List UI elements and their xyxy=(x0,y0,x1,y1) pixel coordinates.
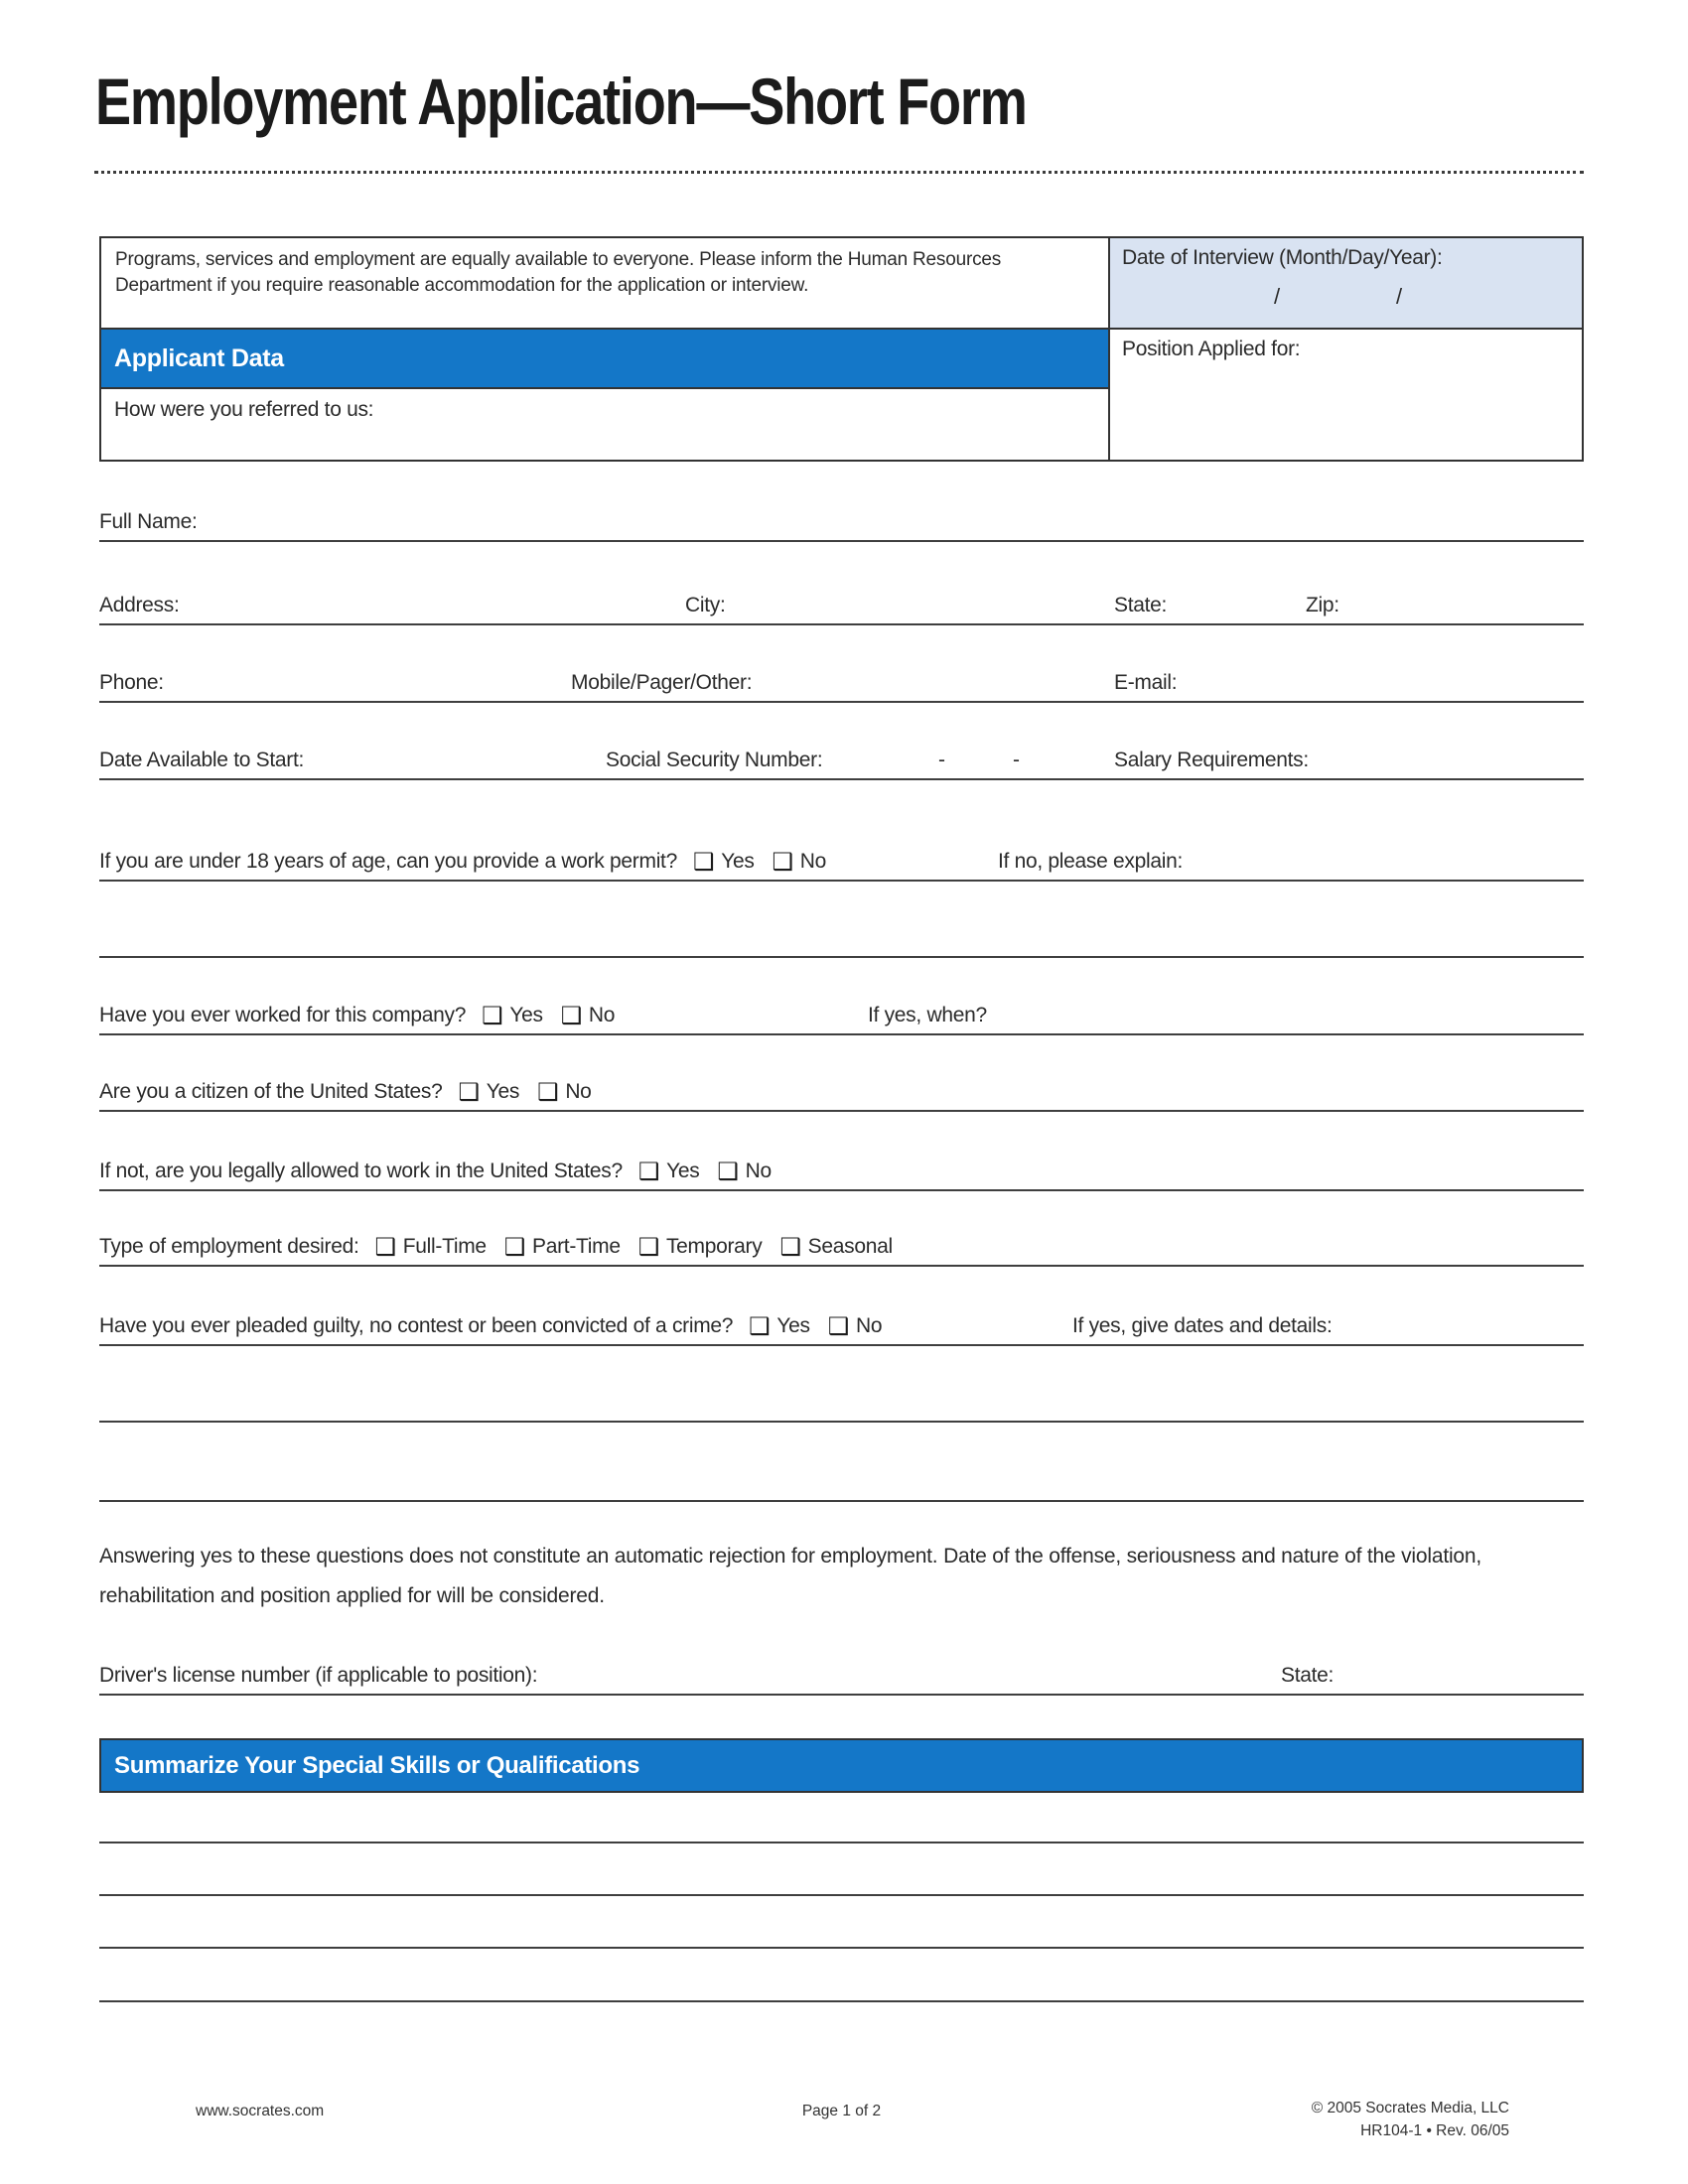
citizen-question xyxy=(99,1072,1584,1112)
crime-details-line[interactable] xyxy=(99,1421,1584,1423)
footer-website: www.socrates.com xyxy=(196,2103,325,2119)
checkbox-label-yes: Yes xyxy=(721,850,755,873)
full-name-field[interactable] xyxy=(99,502,1584,542)
skills-line[interactable] xyxy=(99,1894,1584,1896)
address-field[interactable] xyxy=(99,586,1584,625)
crime-question xyxy=(99,1306,1584,1346)
checkbox-label-temporary: Temporary xyxy=(665,1235,763,1258)
checkbox-icon[interactable]: ❑ xyxy=(482,1003,503,1029)
checkbox-icon[interactable]: ❑ xyxy=(637,1234,659,1261)
footer-copyright-block xyxy=(1312,2097,1509,2142)
employment-type-question xyxy=(99,1227,1584,1267)
checkbox-icon[interactable]: ❑ xyxy=(779,1234,801,1261)
header-right-column xyxy=(1110,238,1582,460)
drivers-license-field[interactable] xyxy=(99,1656,1584,1696)
checkbox-label-no: No xyxy=(588,1004,616,1026)
email-label: E-mail: xyxy=(1114,671,1178,694)
footer-copyright: © 2005 Socrates Media, LLC xyxy=(1311,2100,1509,2116)
date-available-field[interactable] xyxy=(99,741,1584,780)
skills-line[interactable] xyxy=(99,2000,1584,2002)
checkbox-icon[interactable]: ❑ xyxy=(503,1234,526,1261)
position-applied-field[interactable] xyxy=(1110,330,1582,460)
ssn-dash: - xyxy=(1013,749,1020,771)
full-name-label: Full Name: xyxy=(99,510,198,533)
employment-type-text: Type of employment desired: xyxy=(99,1235,359,1258)
skills-line[interactable] xyxy=(99,1947,1584,1949)
state-label: State: xyxy=(1114,594,1168,616)
checkbox-label-yes: Yes xyxy=(509,1004,543,1026)
referred-label: How were you referred to us: xyxy=(114,398,374,421)
checkbox-label-no: No xyxy=(745,1160,772,1182)
footer-page-number: Page 1 of 2 xyxy=(801,2103,882,2119)
checkbox-icon[interactable]: ❑ xyxy=(560,1003,582,1029)
page-title: Employment Application—Short Form xyxy=(95,65,1027,138)
crime-note: Answering yes to these questions does not constitute an automatic rejection for employment. Date of the offense, seriousness and nature of the violation, rehabilitation and position applied for will be considered. xyxy=(99,1545,1482,1607)
skills-section-title: Summarize Your Special Skills or Qualifications xyxy=(114,1751,640,1779)
checkbox-icon[interactable]: ❑ xyxy=(692,849,715,876)
checkbox-icon[interactable]: ❑ xyxy=(827,1313,849,1340)
checkbox-label-yes: Yes xyxy=(776,1314,810,1337)
zip-label: Zip: xyxy=(1306,594,1339,616)
date-available-label: Date Available to Start: xyxy=(99,749,305,771)
drivers-license-label: Driver's license number (if applicable to position): xyxy=(99,1664,538,1687)
header-box xyxy=(99,236,1584,462)
worked-before-followup: If yes, when? xyxy=(868,1004,987,1026)
equal-opportunity-notice xyxy=(101,238,1108,330)
page-content xyxy=(95,0,1584,2184)
skills-section-header xyxy=(99,1738,1584,1793)
mobile-label: Mobile/Pager/Other: xyxy=(571,671,753,694)
worked-before-question xyxy=(99,996,1584,1035)
footer-revision: HR104-1 • Rev. 06/05 xyxy=(1360,2122,1509,2139)
work-permit-explain-line[interactable] xyxy=(99,956,1584,958)
checkbox-label-part-time: Part-Time xyxy=(532,1235,621,1258)
crime-details-line[interactable] xyxy=(99,1500,1584,1502)
date-of-interview-field[interactable] xyxy=(1110,238,1582,330)
worked-before-text: Have you ever worked for this company? xyxy=(99,1004,467,1026)
checkbox-label-seasonal: Seasonal xyxy=(807,1235,893,1258)
work-permit-text: If you are under 18 years of age, can you provide a work permit? xyxy=(99,850,677,873)
legal-work-text: If not, are you legally allowed to work in the United States? xyxy=(99,1160,623,1182)
checkbox-label-full-time: Full-Time xyxy=(402,1235,487,1258)
checkbox-icon[interactable]: ❑ xyxy=(458,1079,480,1106)
work-permit-question xyxy=(99,842,1584,882)
crime-text: Have you ever pleaded guilty, no contest or been convicted of a crime? xyxy=(99,1314,734,1337)
ssn-dash: - xyxy=(938,749,945,771)
date-of-interview-label: Date of Interview (Month/Day/Year): xyxy=(1122,246,1443,269)
checkbox-label-no: No xyxy=(799,850,827,873)
header-left-column xyxy=(101,238,1110,460)
notice-text: Programs, services and employment are equally available to everyone. Please inform the Human Resources Department if you require reasonable accommodation for the application or interview. xyxy=(115,249,1002,296)
legal-work-question xyxy=(99,1152,1584,1191)
citizen-text: Are you a citizen of the United States? xyxy=(99,1080,443,1103)
position-applied-label: Position Applied for: xyxy=(1122,338,1301,360)
checkbox-icon[interactable]: ❑ xyxy=(717,1159,739,1185)
date-slash: / xyxy=(1396,284,1403,309)
checkbox-icon[interactable]: ❑ xyxy=(374,1234,396,1261)
skills-line[interactable] xyxy=(99,1842,1584,1843)
referred-field[interactable] xyxy=(101,389,1108,460)
checkbox-label-no: No xyxy=(855,1314,883,1337)
checkbox-label-yes: Yes xyxy=(486,1080,520,1103)
checkbox-icon[interactable]: ❑ xyxy=(537,1079,559,1106)
city-label: City: xyxy=(685,594,726,616)
ssn-label: Social Security Number: xyxy=(606,749,823,771)
phone-field[interactable] xyxy=(99,663,1584,703)
applicant-data-header xyxy=(101,330,1108,389)
title-divider xyxy=(94,171,1584,174)
checkbox-icon[interactable]: ❑ xyxy=(637,1159,660,1185)
checkbox-icon[interactable]: ❑ xyxy=(772,849,793,876)
work-permit-followup: If no, please explain: xyxy=(998,850,1184,873)
dl-state-label: State: xyxy=(1281,1664,1335,1687)
applicant-data-title: Applicant Data xyxy=(114,343,284,372)
crime-followup: If yes, give dates and details: xyxy=(1072,1314,1333,1337)
address-label: Address: xyxy=(99,594,180,616)
date-slash: / xyxy=(1274,284,1281,309)
checkbox-label-yes: Yes xyxy=(666,1160,700,1182)
salary-label: Salary Requirements: xyxy=(1114,749,1309,771)
checkbox-label-no: No xyxy=(565,1080,592,1103)
phone-label: Phone: xyxy=(99,671,164,694)
checkbox-icon[interactable]: ❑ xyxy=(749,1313,771,1340)
